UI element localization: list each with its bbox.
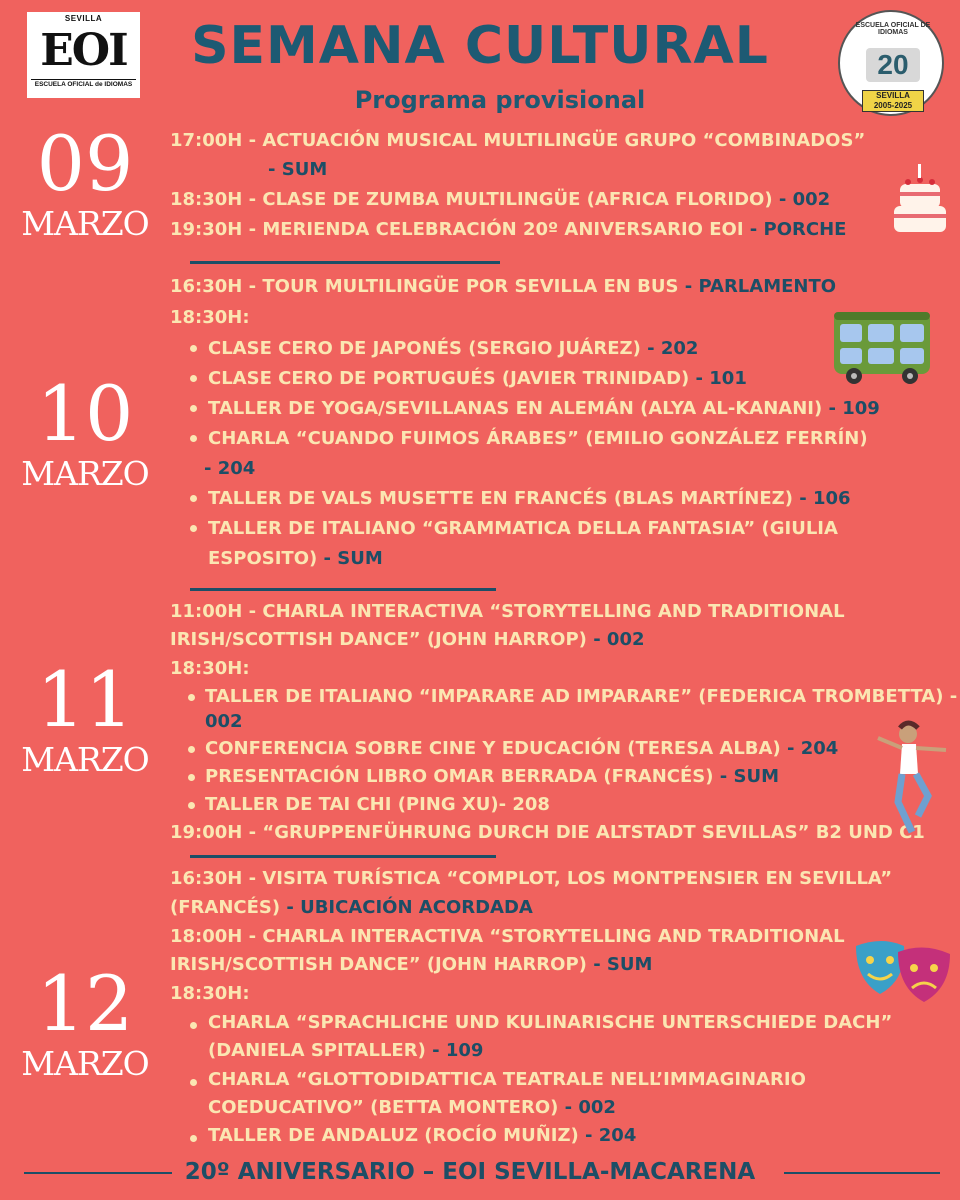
list-item: COEDUCATIVO” (BETTA MONTERO) - 002 [208,1097,616,1118]
event-line: 18:30H - CLASE DE ZUMBA MULTILINGÜE (AFRICA FLORIDO) - 002 [170,189,831,210]
date-10-marzo: 10 MARZO [21,369,149,493]
logo-mark: EOI [40,25,127,76]
eoi-logo: SEVILLA EOI ESCUELA OFICIAL de IDIOMAS [27,12,140,98]
bullet [188,694,195,701]
date-09-marzo: 09 MARZO [21,119,149,243]
time-heading: 18:30H: [170,658,250,679]
date-12-marzo: 12 MARZO [21,959,149,1083]
bullet [188,802,195,809]
divider [190,588,496,591]
divider [190,261,500,264]
bullet [188,774,195,781]
list-item: TALLER DE VALS MUSETTE EN FRANCÉS (BLAS MARTÍNEZ) - 106 [208,488,851,509]
event-line: 19:00H - “GRUPPENFÜHRUNG DURCH DIE ALTSTADT SEVILLAS” B2 UND C1 [170,822,925,843]
event-line: 17:00H - ACTUACIÓN MUSICAL MULTILINGÜE GRUPO “COMBINADOS” [170,130,866,151]
list-item: CLASE CERO DE JAPONÉS (SERGIO JUÁREZ) - 202 [208,338,699,359]
event-location: 002 [205,711,243,732]
event-location: - 204 [204,458,256,479]
cake-icon [888,160,952,236]
event-line: 19:30H - MERIENDA CELEBRACIÓN 20º ANIVERSARIO EOI - PORCHE [170,219,847,240]
list-item: CLASE CERO DE PORTUGUÉS (JAVIER TRINIDAD) - 101 [208,368,747,389]
list-item: TALLER DE ITALIANO “GRAMMATICA DELLA FANTASIA” (GIULIA [208,518,838,539]
event-location: - SUM [268,159,328,180]
page-title: SEMANA CULTURAL [191,16,769,76]
bullet [190,375,197,382]
bullet [190,495,197,502]
bullet [190,345,197,352]
event-line: 11:00H - CHARLA INTERACTIVA “STORYTELLING AND TRADITIONAL [170,601,845,622]
time-heading: 18:30H: [170,983,250,1004]
time-heading: 18:30H: [170,307,250,328]
divider [190,855,496,858]
dancer-icon [872,720,952,838]
date-11-marzo: 11 MARZO [21,655,149,779]
list-item: PRESENTACIÓN LIBRO OMAR BERRADA (FRANCÉS) - SUM [205,766,780,787]
event-line: 18:00H - CHARLA INTERACTIVA “STORYTELLING AND TRADITIONAL [170,926,845,947]
list-item: TALLER DE ITALIANO “IMPARARE AD IMPARARE” (FEDERICA TROMBETTA) - [205,686,958,707]
event-line: IRISH/SCOTTISH DANCE” (JOHN HARROP) - SUM [170,954,653,975]
footer-rule-left [24,1172,172,1174]
list-item: TALLER DE ANDALUZ (ROCÍO MUÑIZ) - 204 [208,1125,637,1146]
event-line: 16:30H - TOUR MULTILINGÜE POR SEVILLA EN BUS - PARLAMENTO [170,276,837,297]
list-item: (DANIELA SPITALLER) - 109 [208,1040,484,1061]
bullet [188,746,195,753]
list-item: CHARLA “CUANDO FUIMOS ÁRABES” (EMILIO GONZÁLEZ FERRÍN) [208,428,868,449]
bullet [190,435,197,442]
bullet [190,405,197,412]
event-line: IRISH/SCOTTISH DANCE” (JOHN HARROP) - 002 [170,629,645,650]
bus-icon [830,306,934,386]
list-item: TALLER DE YOGA/SEVILLANAS EN ALEMÁN (ALYA AL-KANANI) - 109 [208,398,880,419]
bullet [190,1022,197,1029]
list-item: CONFERENCIA SOBRE CINE Y EDUCACIÓN (TERESA ALBA) - 204 [205,738,839,759]
bullet [190,1135,197,1142]
bullet [190,1079,197,1086]
list-item: CHARLA “SPRACHLICHE UND KULINARISCHE UNTERSCHIEDE DACH” [208,1012,893,1033]
theatre-masks-icon [852,936,954,1004]
bullet [190,525,197,532]
footer-rule-right [784,1172,940,1174]
event-line: 16:30H - VISITA TURÍSTICA “COMPLOT, LOS MONTPENSIER EN SEVILLA” [170,868,893,889]
list-item: ESPOSITO) - SUM [208,548,383,569]
anniversary-badge: ESCUELA OFICIAL DE IDIOMAS 20 SEVILLA 2005-2025 [838,10,944,116]
event-line: (FRANCÉS) - UBICACIÓN ACORDADA [170,897,533,918]
list-item: TALLER DE TAI CHI (PING XU)- 208 [205,794,550,815]
footer-text: 20º ANIVERSARIO – EOI SEVILLA-MACARENA [184,1159,756,1185]
page-subtitle: Programa provisional [354,86,646,114]
list-item: CHARLA “GLOTTODIDATTICA TEATRALE NELL’IMMAGINARIO [208,1069,806,1090]
